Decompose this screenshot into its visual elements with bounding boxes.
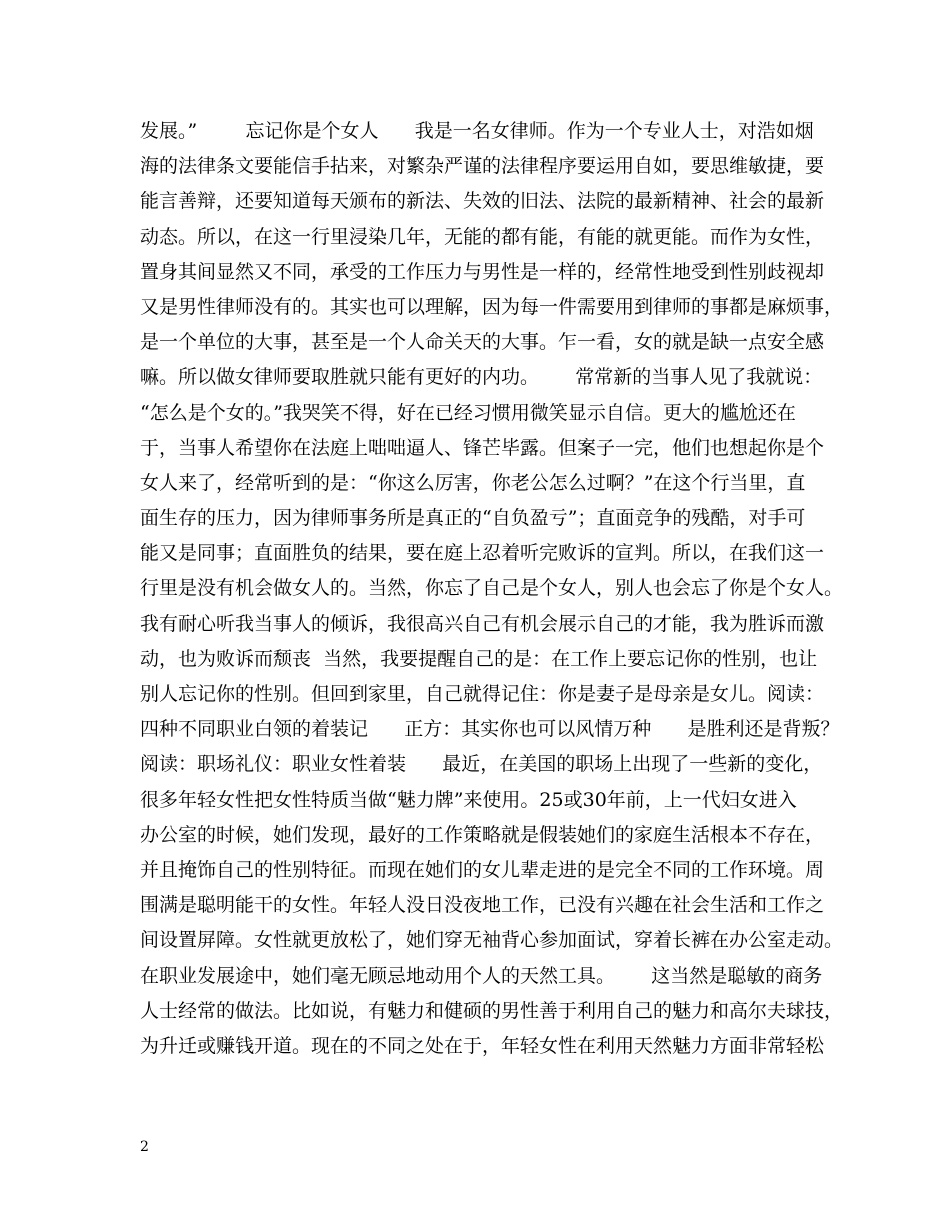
text-line: 面生存的压力，因为律师事务所是真正的“自负盈亏”；直面竞争的残酷，对手可	[140, 507, 806, 530]
text-line: 于，当事人希望你在法庭上咄咄逼人、锋芒毕露。但案子一完，他们也想起你是个	[140, 436, 825, 459]
text-line: “怎么是个女的。”我哭笑不得，好在已经习惯用微笑显示自信。更大的尴尬还在	[140, 401, 796, 424]
text-line: 行里是没有机会做女人的。当然，你忘了自己是个女人，别人也会忘了你是个女人。	[140, 577, 844, 600]
text-line: 是一个单位的大事，甚至是一个人命关天的大事。乍一看，女的就是缺一点安全感	[140, 331, 825, 354]
text-line: 嘛。所以做女律师要取胜就只能有更好的内功。 常常新的当事人见了我就说：	[140, 366, 823, 389]
text-line: 间设置屏障。女性就更放松了，她们穿无袖背心参加面试，穿着长裤在办公室走动。	[140, 929, 844, 952]
text-line: 在职业发展途中，她们毫无顾忌地动用个人的天然工具。 这当然是聪敏的商务	[140, 964, 823, 987]
text-line: 发展。” 忘记你是个女人 我是一名女律师。作为一个专业人士，对浩如烟	[140, 120, 814, 142]
page-number: 2	[140, 1139, 149, 1155]
text-line: 能言善辩，还要知道每天颁布的新法、失效的旧法、法院的最新精神、社会的最新	[140, 190, 825, 213]
text-line: 并且掩饰自己的性别特征。而现在她们的女儿辈走进的是完全不同的工作环境。周	[140, 858, 825, 881]
text-line: 四种不同职业白领的着装记 正方：其实你也可以风情万种 是胜利还是背叛？	[140, 718, 840, 741]
text-line: 女人来了，经常听到的是：“你这么厉害，你老公怎么过啊？”在这个行当里，直	[140, 471, 806, 494]
text-line: 又是男性律师没有的。其实也可以理解，因为每一件需要用到律师的事都是麻烦事，	[140, 295, 844, 318]
text-line: 人士经常的做法。比如说，有魅力和健硕的男性善于利用自己的魅力和高尔夫球技，	[140, 999, 844, 1022]
text-line: 我有耐心听我当事人的倾诉，我很高兴自己有机会展示自己的才能，我为胜诉而激	[140, 612, 825, 635]
text-line: 很多年轻女性把女性特质当做“魅力牌”来使用。25或30年前，上一代妇女进入	[140, 788, 797, 811]
text-line: 阅读：职场礼仪：职业女性着装 最近，在美国的职场上出现了一些新的变化，	[140, 753, 823, 776]
text-line: 动，也为败诉而颓丧 当然，我要提醒自己的是：在工作上要忘记你的性别，也让	[140, 647, 818, 670]
text-line: 置身其间显然又不同，承受的工作压力与男性是一样的，经常性地受到性别歧视却	[140, 260, 825, 283]
text-line: 办公室的时候，她们发现，最好的工作策略就是假装她们的家庭生活根本不存在，	[140, 823, 825, 846]
text-line: 为升迁或赚钱开道。现在的不同之处在于，年轻女性在利用天然魅力方面非常轻松	[140, 1034, 825, 1057]
text-line: 能又是同事；直面胜负的结果，要在庭上忍着听完败诉的宣判。所以，在我们这一	[140, 542, 825, 565]
text-line: 海的法律条文要能信手拈来，对繁杂严谨的法律程序要运用自如，要思维敏捷，要	[140, 155, 825, 178]
text-line: 围满是聪明能干的女性。年轻人没日没夜地工作，已没有兴趣在社会生活和工作之	[140, 894, 825, 917]
text-line: 动态。所以，在这一行里浸染几年，无能的都有能，有能的就更能。而作为女性，	[140, 225, 825, 248]
text-line: 别人忘记你的性别。但回到家里，自己就得记住：你是妻子是母亲是女儿。阅读：	[140, 683, 825, 705]
body-text	[140, 114, 844, 1064]
